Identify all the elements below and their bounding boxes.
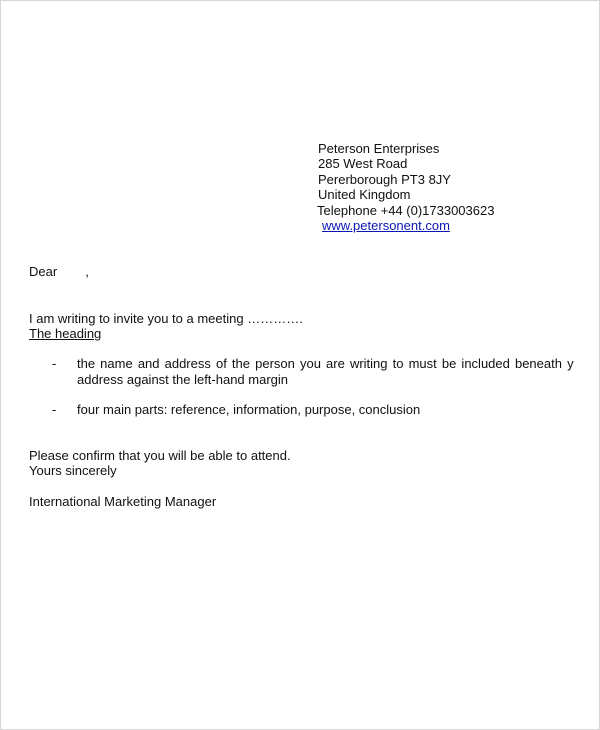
salutation — [29, 264, 89, 279]
bullet-marker: - — [52, 356, 57, 371]
bullet-marker: - — [52, 402, 57, 417]
bullet-item-2: four main parts: reference, information, purpose, conclusion — [77, 402, 421, 417]
sender-country: United Kingdom — [318, 187, 411, 203]
signature-title: International Marketing Manager — [29, 494, 217, 509]
bullet-item-1 — [77, 356, 574, 387]
bullet-item-1-line1: the name and address of the person you are writing to must be included beneath y — [77, 356, 574, 371]
confirm-paragraph: Please confirm that you will be able to attend. — [29, 448, 291, 463]
bullet-item-1-line2: address against the left-hand margin — [77, 371, 289, 387]
sender-city-postcode: Pererborough PT3 8JY — [318, 171, 451, 187]
sender-website-link[interactable]: www.petersonent.com — [322, 217, 450, 233]
intro-paragraph: I am writing to invite you to a meeting …………. — [29, 311, 303, 326]
salutation-comma: , — [85, 264, 89, 279]
sender-street: 285 West Road — [318, 156, 408, 172]
salutation-word: Dear — [29, 264, 58, 279]
sender-company: Peterson Enterprises — [318, 141, 440, 156]
sender-telephone: Telephone +44 (0)1733003623 — [317, 202, 495, 218]
closing: Yours sincerely — [29, 463, 117, 478]
sender-address-block — [318, 141, 494, 233]
section-heading: The heading — [29, 326, 102, 341]
